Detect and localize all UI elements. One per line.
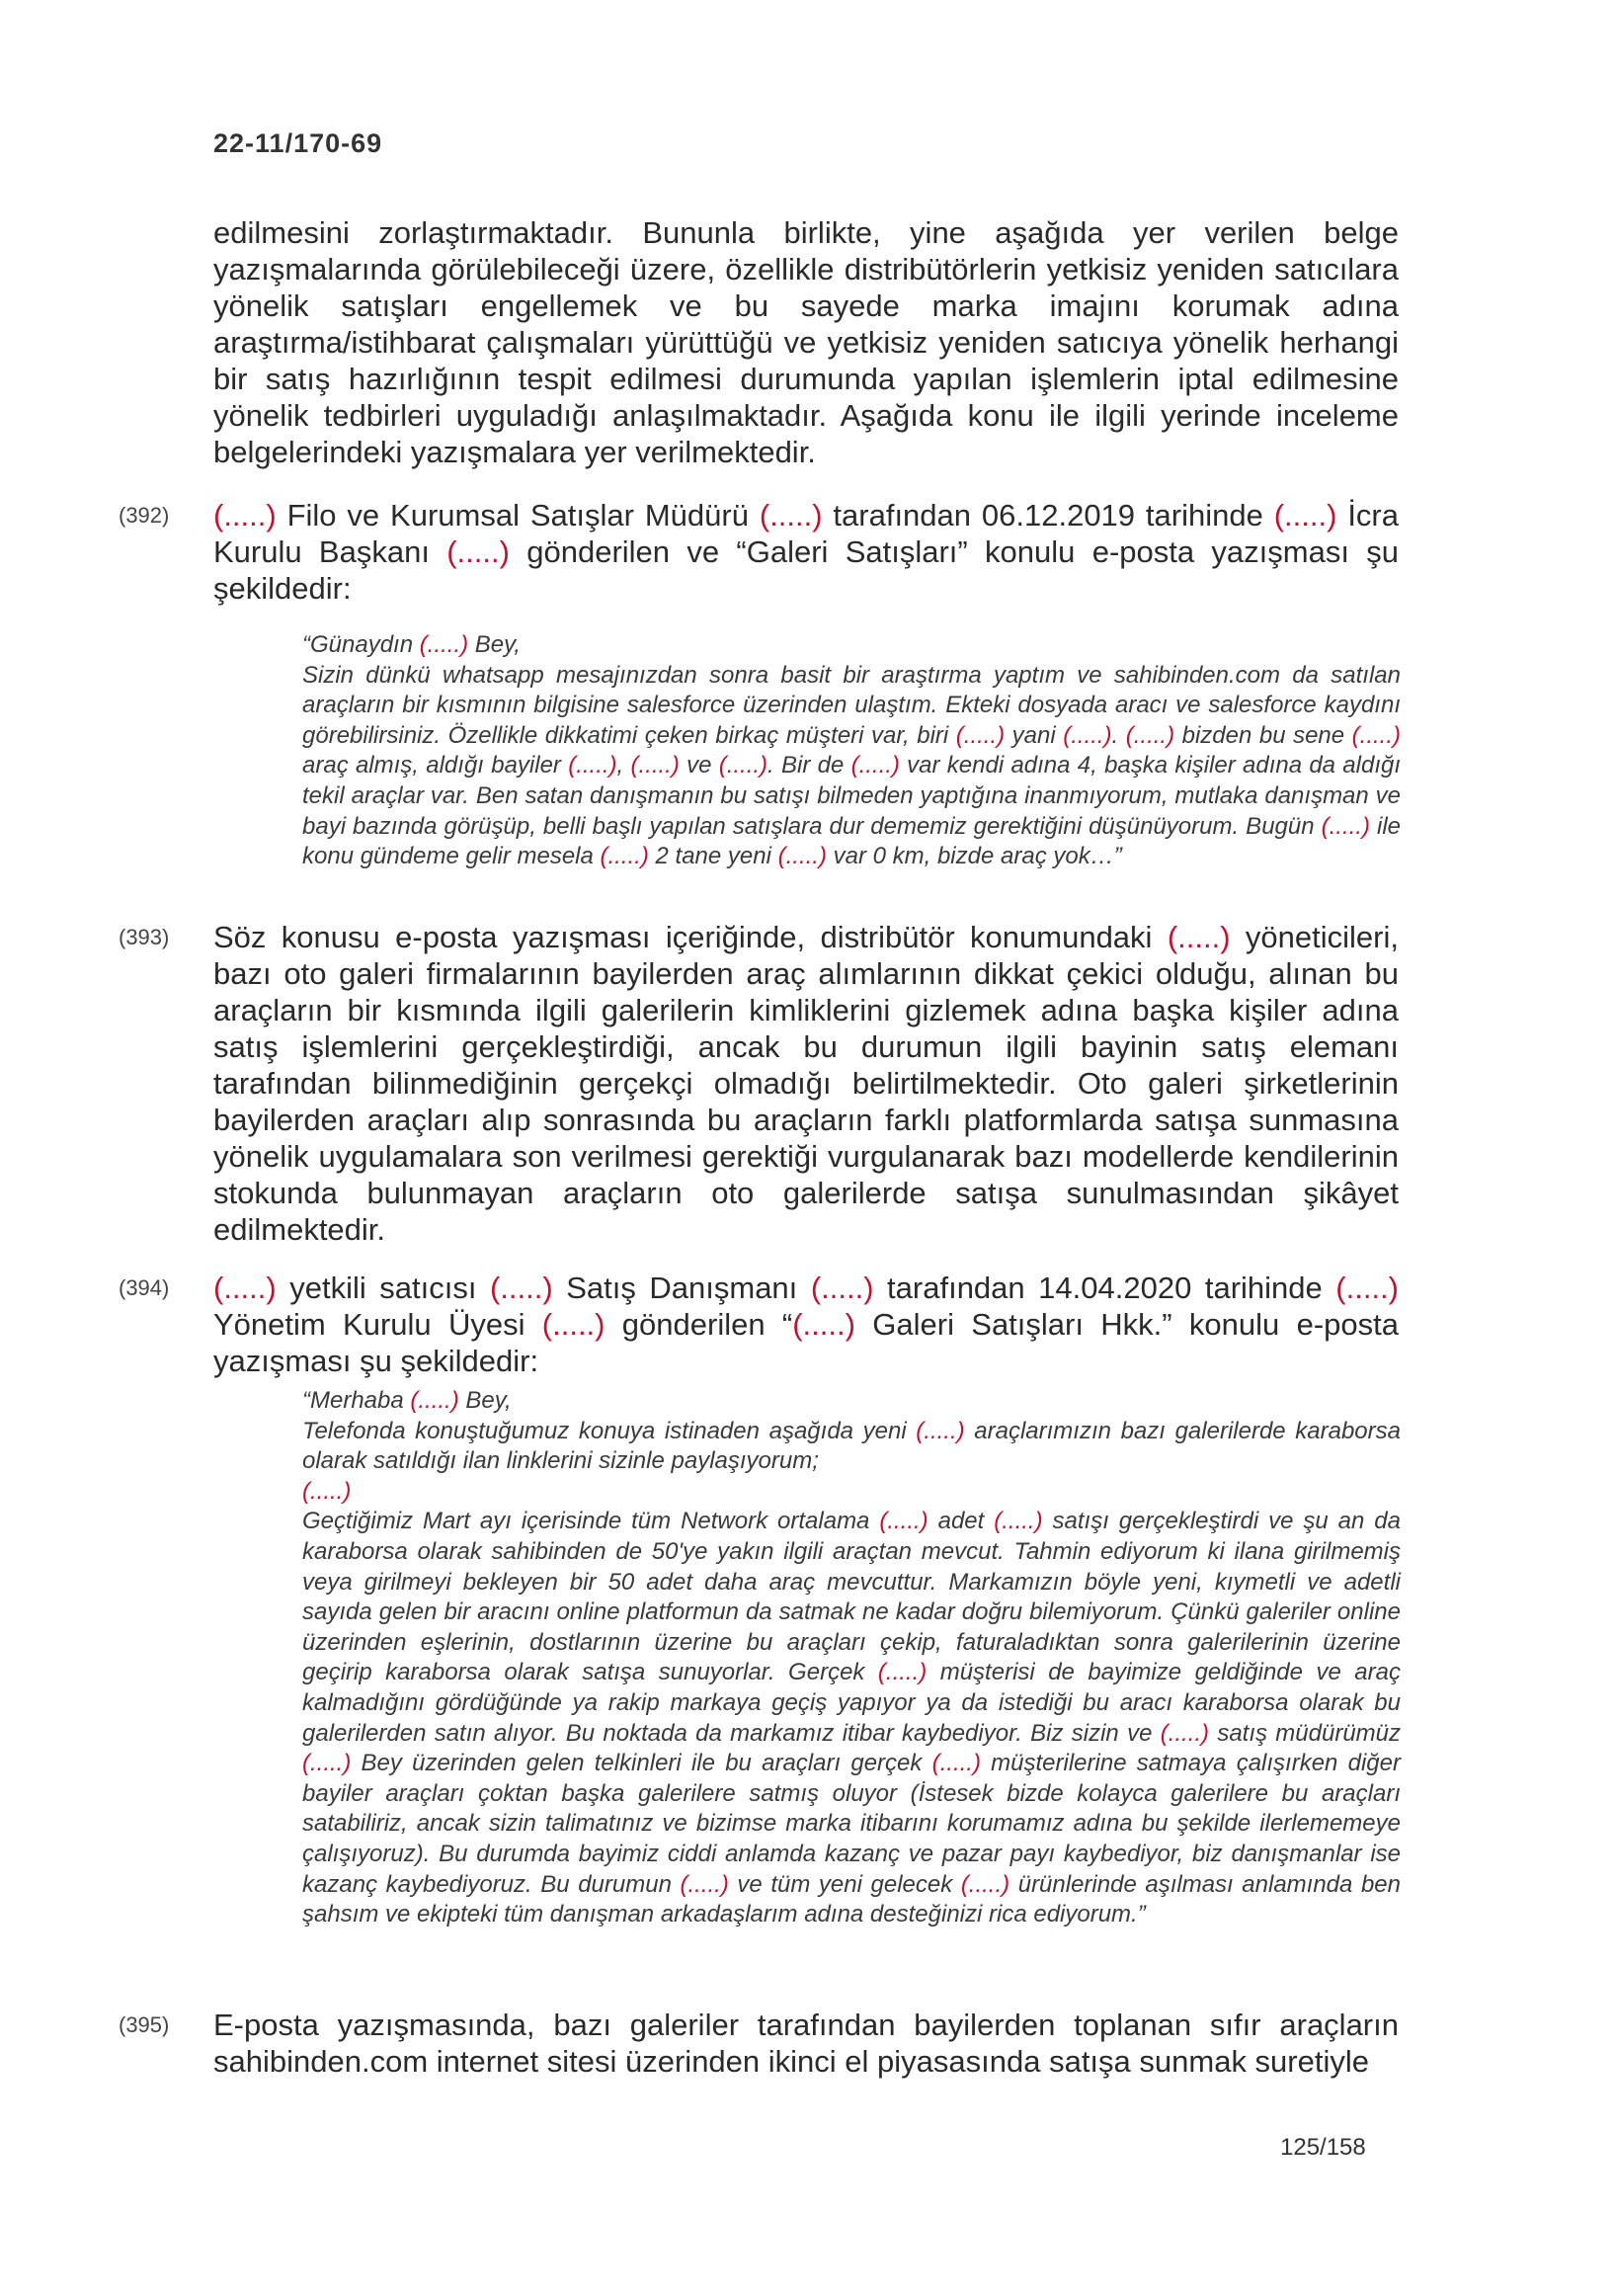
text-run: Filo ve Kurumsal Satışlar Müdürü <box>276 498 760 533</box>
redaction-marker: (.....) <box>213 498 277 533</box>
redaction-marker: (.....) <box>541 1307 605 1342</box>
redaction-marker: (.....) <box>777 843 827 870</box>
redaction-marker: (.....) <box>931 1750 981 1777</box>
text-run: müşterilerine satmaya çalışırken diğer bayiler araçları çoktan başka galerilere satmış oluyor (İstesek bizde kolayca galerilere bu araçları satabiliriz, ancak sizin talimatınız ve bizimse marka itibarını korumamız adına bu şekilde ilerlememeye çalışıyoruz). Bu durumda bayimiz ciddi anlamda kazanç ve pazar payı kaybediyor, biz danışmanlar ise kazanç kaybediyoruz. Bu durumun <box>302 1750 1401 1898</box>
redaction-marker: (.....) <box>1167 920 1231 954</box>
text-run: İcra Kurulu Başkanı <box>213 498 1399 569</box>
text-run: ürünlerinde aşılması anlamında ben şahsım ve ekipteki tüm danışman arkadaşlarım adına desteğinizi rica ediyorum.” <box>302 1870 1401 1928</box>
intro-paragraph: edilmesini zorlaştırmaktadır. Bununla birlikte, yine aşağıda yer verilen belge yazışmalarında görülebileceği üzere, özellikle distribütörlerin yetkisiz yeniden satıcılara yönelik satışları engellemek ve bu sayede marka imajını korumak adına araştırma/istihbarat çalışmaları yürüttüğü ve yetkisiz yeniden satıcıya yönelik herhangi bir satış hazırlığının tespit edilmesi durumunda yapılan işlemlerin iptal edilmesine yönelik tedbirleri uyguladığı anlaşılmaktadır. Aşağıda konu ile ilgili yerinde inceleme belgelerindeki yazışmalara yer verilmektedir. <box>213 215 1399 469</box>
text-run: tarafından 06.12.2019 tarihinde <box>822 498 1274 533</box>
text-run: ile konu gündeme gelir mesela <box>302 812 1401 870</box>
text-run: “Günaydın <box>302 631 420 658</box>
text-run: araçlarımızın bazı galerilerde karaborsa olarak satıldığı ilan linklerini sizinle paylaşıyorum; <box>302 1417 1401 1475</box>
redaction-marker: (.....) <box>302 1477 352 1505</box>
redaction-marker: (.....) <box>877 1659 928 1686</box>
redaction-marker: (.....) <box>568 752 617 779</box>
redaction-marker: (.....) <box>1335 1271 1399 1305</box>
redaction-marker: (.....) <box>600 843 649 870</box>
redaction-marker: (.....) <box>718 752 768 779</box>
text-run: yöneticileri, bazı oto galeri firmalarının bayilerden araç alımlarının dikkat çekici olduğu, alınan bu araçların bir kısmında ilgili galerilerin kimliklerini gizlemek adına başka kişiler adına satış işlemlerini gerçekleştirdiği, ancak bu durumun ilgili bayinin satış elemanı tarafından bilinmediğinin gerçekçi olmadığı belirtilmektedir. Oto galeri şirketlerinin bayilerden araçları alıp sonrasında bu araçların farklı platformlarda satışa sunmasına yönelik uygulamalara son verilmesi gerektiği vurgulanarak bazı modellerde kendilerinin stokunda bulunmayan araçların oto galerilerde satışa sunulmasından şikâyet edilmektedir. <box>213 920 1399 1247</box>
paragraph-number-392: (392) <box>119 503 170 528</box>
redaction-marker: (.....) <box>994 1508 1043 1535</box>
paragraph-393 <box>213 919 1399 1248</box>
redaction-marker: (.....) <box>1125 721 1175 749</box>
text-run: , <box>616 752 631 779</box>
paragraph-number-393: (393) <box>119 925 170 949</box>
text-run: müşterisi de bayimize geldiğinde ve araç kalmadığını gördüğünde ya rakip markaya geçiş yapıyor ya da istediği bu aracı karaborsa olarak bu galerilerden satın alıyor. Bu noktada da markamız itibar kaybediyor. Biz sizin ve <box>302 1659 1401 1747</box>
text-run: satış müdürümüz <box>1209 1719 1402 1747</box>
text-run: Söz konusu e-posta yazışması içeriğinde, distribütör konumundaki <box>213 920 1168 954</box>
redaction-marker: (.....) <box>213 1271 277 1305</box>
text-run: gönderilen ve “Galeri Satışları” konulu e-posta yazışması şu şekildedir: <box>213 534 1399 606</box>
redaction-marker: (.....) <box>960 1870 1010 1898</box>
redaction-marker: (.....) <box>680 1870 729 1898</box>
text-run: . <box>1111 721 1126 749</box>
text-run: var 0 km, bizde araç yok…” <box>826 843 1122 870</box>
email-quote-2 <box>302 1386 1401 1930</box>
redaction-marker: (.....) <box>759 498 823 533</box>
text-run: “Merhaba <box>302 1387 411 1414</box>
text-run: ve <box>679 752 719 779</box>
text-run: Galeri Satışları Hkk.” konulu e-posta yazışması şu şekildedir: <box>213 1307 1399 1378</box>
text-run: adet <box>928 1508 995 1535</box>
text-run: ve tüm yeni gelecek <box>728 1870 961 1898</box>
text-run: var kendi adına 4, başka kişiler adına da aldığı tekil araçlar var. Ben satan danışmanın bu satışı bilmeden yaptığına inanmıyorum, mutlaka danışman ve bayi bazında görüşüp, belli başlı yapılan satışlara dur dememiz gerektiğini düşünüyorum. Bugün <box>302 752 1402 840</box>
redaction-marker: (.....) <box>1351 721 1401 749</box>
paragraph-392 <box>213 497 1399 607</box>
text-run: yetkili satıcısı <box>276 1271 490 1305</box>
redaction-marker: (.....) <box>630 752 680 779</box>
redaction-marker: (.....) <box>792 1307 855 1342</box>
text-run: 2 tane yeni <box>648 843 778 870</box>
text-run: satışı gerçekleştirdi ve şu an da karaborsa olarak sahibinden de 50'ye yakın ilgili araçtan mevcut. Tahmin ediyorum ki ilana girilmemiş veya girilmeyi bekleyen bir 50 adet daha araç mevcuttur. Markamızın böyle yeni, kıymetli ve adetli sayıda gelen bir aracını online platformun da satmak ne kadar doğru bilemiyorum. Çünkü galeriler online üzerinden eşlerinin, dostlarının üzerine bu araçları çekip, faturaladıktan sonra galerilerinin üzerine geçirip karaborsa olarak satışa sunuyorlar. Gerçek <box>302 1508 1401 1686</box>
redaction-marker: (.....) <box>410 1387 459 1414</box>
text-run: Sizin dünkü whatsapp mesajınızdan sonra basit bir araştırma yaptım ve sahibinden.com da satılan araçların bir kısmının bilgisine salesforce üzerinden ulaştım. Ekteki dosyada aracı ve salesforce kaydını görebilirsiniz. Özellikle dikkatimi çeken birkaç müşteri var, biri <box>302 661 1401 749</box>
text-run: Satış Danışmanı <box>552 1271 811 1305</box>
redaction-marker: (.....) <box>916 1417 965 1444</box>
text-run: yani <box>1005 721 1064 749</box>
email-quote-1 <box>302 630 1401 872</box>
paragraph-395: E-posta yazışmasında, bazı galeriler tarafından bayilerden toplanan sıfır araçların sahibinden.com internet sitesi üzerinden ikinci el piyasasında satışa sunmak suretiyle <box>213 2008 1399 2079</box>
redaction-marker: (.....) <box>810 1271 874 1305</box>
paragraph-number-394: (394) <box>119 1275 170 1300</box>
text-run: Telefonda konuştuğumuz konuya istinaden aşağıda yeni <box>302 1417 917 1444</box>
redaction-marker: (.....) <box>1321 812 1370 840</box>
text-run: Bey üzerinden gelen telkinleri ile bu araçları gerçek <box>351 1750 932 1777</box>
text-run: Yönetim Kurulu Üyesi <box>213 1307 542 1342</box>
text-run: Geçtiğimiz Mart ayı içerisinde tüm Network ortalama <box>302 1508 880 1535</box>
redaction-marker: (.....) <box>489 1271 553 1305</box>
text-run: . Bir de <box>767 752 851 779</box>
redaction-marker: (.....) <box>850 752 900 779</box>
redaction-marker: (.....) <box>1160 1719 1210 1747</box>
redaction-marker: (.....) <box>1063 721 1112 749</box>
text-run: Bey, <box>468 631 521 658</box>
text-run: Bey, <box>458 1387 512 1414</box>
text-run: araç almış, aldığı bayiler <box>302 752 569 779</box>
paragraph-394 <box>213 1270 1399 1379</box>
redaction-marker: (.....) <box>446 534 510 569</box>
text-run: tarafından 14.04.2020 tarihinde <box>873 1271 1336 1305</box>
redaction-marker: (.....) <box>879 1508 928 1535</box>
text-run: gönderilen “ <box>605 1307 793 1342</box>
redaction-marker: (.....) <box>1273 498 1337 533</box>
document-number: 22-11/170-69 <box>213 128 383 158</box>
text-run: bizden bu sene <box>1174 721 1352 749</box>
paragraph-number-395: (395) <box>119 2012 170 2037</box>
redaction-marker: (.....) <box>419 631 469 658</box>
redaction-marker: (.....) <box>302 1750 352 1777</box>
redaction-marker: (.....) <box>955 721 1006 749</box>
page-number: 125/158 <box>1280 2134 1366 2161</box>
